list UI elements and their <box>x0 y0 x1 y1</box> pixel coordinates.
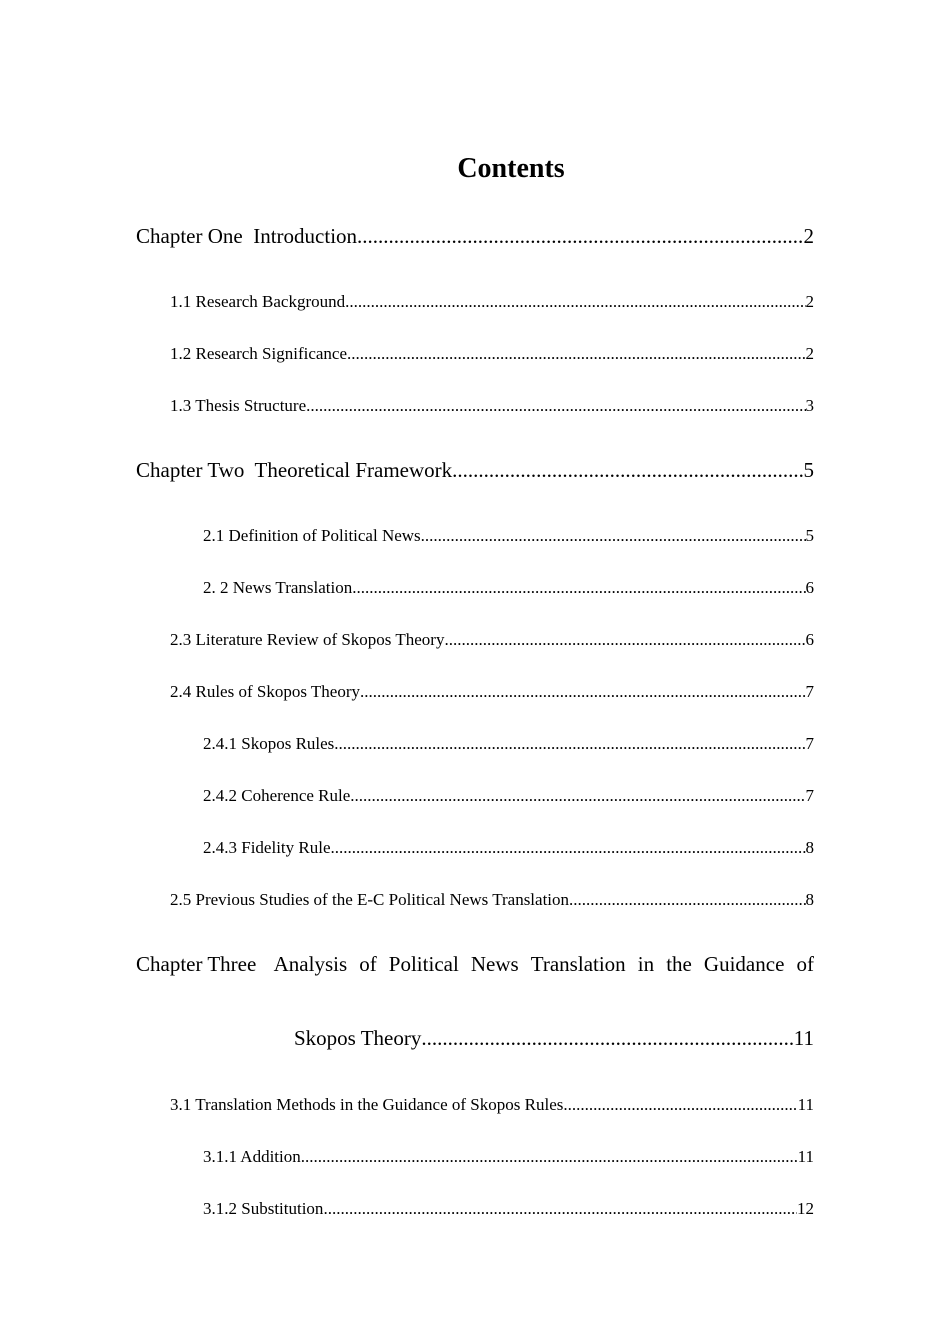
label-word: News <box>470 952 519 976</box>
toc-entry-page: 2 <box>805 344 814 363</box>
toc-entry-page: 8 <box>805 838 814 857</box>
toc-entry-2-4-3[interactable] <box>203 837 814 859</box>
toc-entry-label: Skopos Theory <box>294 1026 422 1050</box>
toc-entry-2-4-1[interactable] <box>203 733 814 755</box>
toc-entry-page: 12 <box>797 1199 814 1218</box>
label-word: of <box>359 952 377 976</box>
toc-entry-3-1-2[interactable] <box>203 1198 814 1220</box>
dot-leader <box>334 733 805 755</box>
toc-entry-1-2[interactable] <box>170 343 814 365</box>
dot-leader <box>421 525 806 547</box>
dot-leader <box>301 1146 798 1168</box>
dot-leader <box>352 577 805 599</box>
toc-entry-page: 11 <box>797 1095 814 1114</box>
toc-entry-page: 2 <box>803 224 814 248</box>
toc-entry-chapter-three-line-2[interactable] <box>294 1024 814 1052</box>
toc-entry-label: 2.4.1 Skopos Rules <box>203 734 335 753</box>
toc-entry-label: 2.1 Definition of Political News <box>203 526 421 545</box>
dot-leader <box>563 1094 797 1116</box>
toc-entry-page: 7 <box>805 786 814 805</box>
toc-entry-label: 2.3 Literature Review of Skopos Theory <box>170 630 445 649</box>
toc-entry-chapter-one[interactable] <box>136 222 814 250</box>
label-word: Chapter Three <box>136 952 262 976</box>
toc-entry-2-5[interactable] <box>170 889 814 911</box>
dot-leader <box>421 1024 793 1052</box>
toc-entry-2-2[interactable] <box>203 577 814 599</box>
toc-entry-3-1-1[interactable] <box>203 1146 814 1168</box>
toc-entry-page: 7 <box>805 682 814 701</box>
toc-entry-label: 2.5 Previous Studies of the E-C Political News Translation <box>170 890 570 909</box>
dot-leader <box>323 1198 797 1220</box>
label-word: Political <box>388 952 459 976</box>
toc-entry-chapter-two[interactable] <box>136 456 814 484</box>
label-word: of <box>796 952 814 976</box>
toc-entry-page: 11 <box>793 1026 814 1050</box>
toc-entry-2-4-2[interactable] <box>203 785 814 807</box>
toc-entry-page: 8 <box>805 890 814 909</box>
toc-entry-label: 2.4 Rules of Skopos Theory <box>170 682 360 701</box>
dot-leader <box>345 291 805 313</box>
label-word: the <box>666 952 692 976</box>
toc-entry-label: 2.4.2 Coherence Rule <box>203 786 351 805</box>
toc-entry-3-1[interactable] <box>170 1094 814 1116</box>
dot-leader <box>331 837 806 859</box>
toc-entry-1-1[interactable] <box>170 291 814 313</box>
toc-entry-page: 5 <box>803 458 814 482</box>
toc-entry-page: 11 <box>797 1147 814 1166</box>
label-word: in <box>637 952 655 976</box>
toc-entry-label-line-1 <box>136 950 814 978</box>
dot-leader <box>452 456 803 484</box>
dot-leader <box>306 395 805 417</box>
contents-heading: Contents <box>457 153 565 184</box>
toc-entry-2-3[interactable] <box>170 629 814 651</box>
dot-leader <box>444 629 805 651</box>
dot-leader <box>350 785 805 807</box>
label-word: Analysis <box>273 952 348 976</box>
toc-entry-2-1[interactable] <box>203 525 814 547</box>
toc-entry-label: 1.3 Thesis Structure <box>170 396 307 415</box>
dot-leader <box>569 889 805 911</box>
dot-leader <box>347 343 805 365</box>
toc-entry-label: 1.2 Research Significance <box>170 344 348 363</box>
toc-entry-label: 3.1 Translation Methods in the Guidance of Skopos Rules <box>170 1095 564 1114</box>
dot-leader <box>357 222 803 250</box>
toc-entry-page: 3 <box>805 396 814 415</box>
toc-entry-label: 3.1.1 Addition <box>203 1147 301 1166</box>
toc-entry-page: 7 <box>805 734 814 753</box>
toc-entry-2-4[interactable] <box>170 681 814 703</box>
dot-leader <box>360 681 806 703</box>
toc-entry-page: 5 <box>805 526 814 545</box>
toc-entry-label: Chapter One Introduction <box>136 224 358 248</box>
toc-entry-1-3[interactable] <box>170 395 814 417</box>
toc-entry-page: 6 <box>805 578 814 597</box>
label-word: Guidance <box>703 952 785 976</box>
toc-entry-chapter-three[interactable] <box>136 950 814 978</box>
toc-entry-label: Chapter Two Theoretical Framework <box>136 458 453 482</box>
label-word: Translation <box>530 952 626 976</box>
toc-entry-page: 6 <box>805 630 814 649</box>
toc-entry-label: 2.4.3 Fidelity Rule <box>203 838 331 857</box>
toc-entry-label: 2. 2 News Translation <box>203 578 353 597</box>
toc-entry-page: 2 <box>805 292 814 311</box>
toc-entry-label: 3.1.2 Substitution <box>203 1199 324 1218</box>
toc-entry-label: 1.1 Research Background <box>170 292 346 311</box>
